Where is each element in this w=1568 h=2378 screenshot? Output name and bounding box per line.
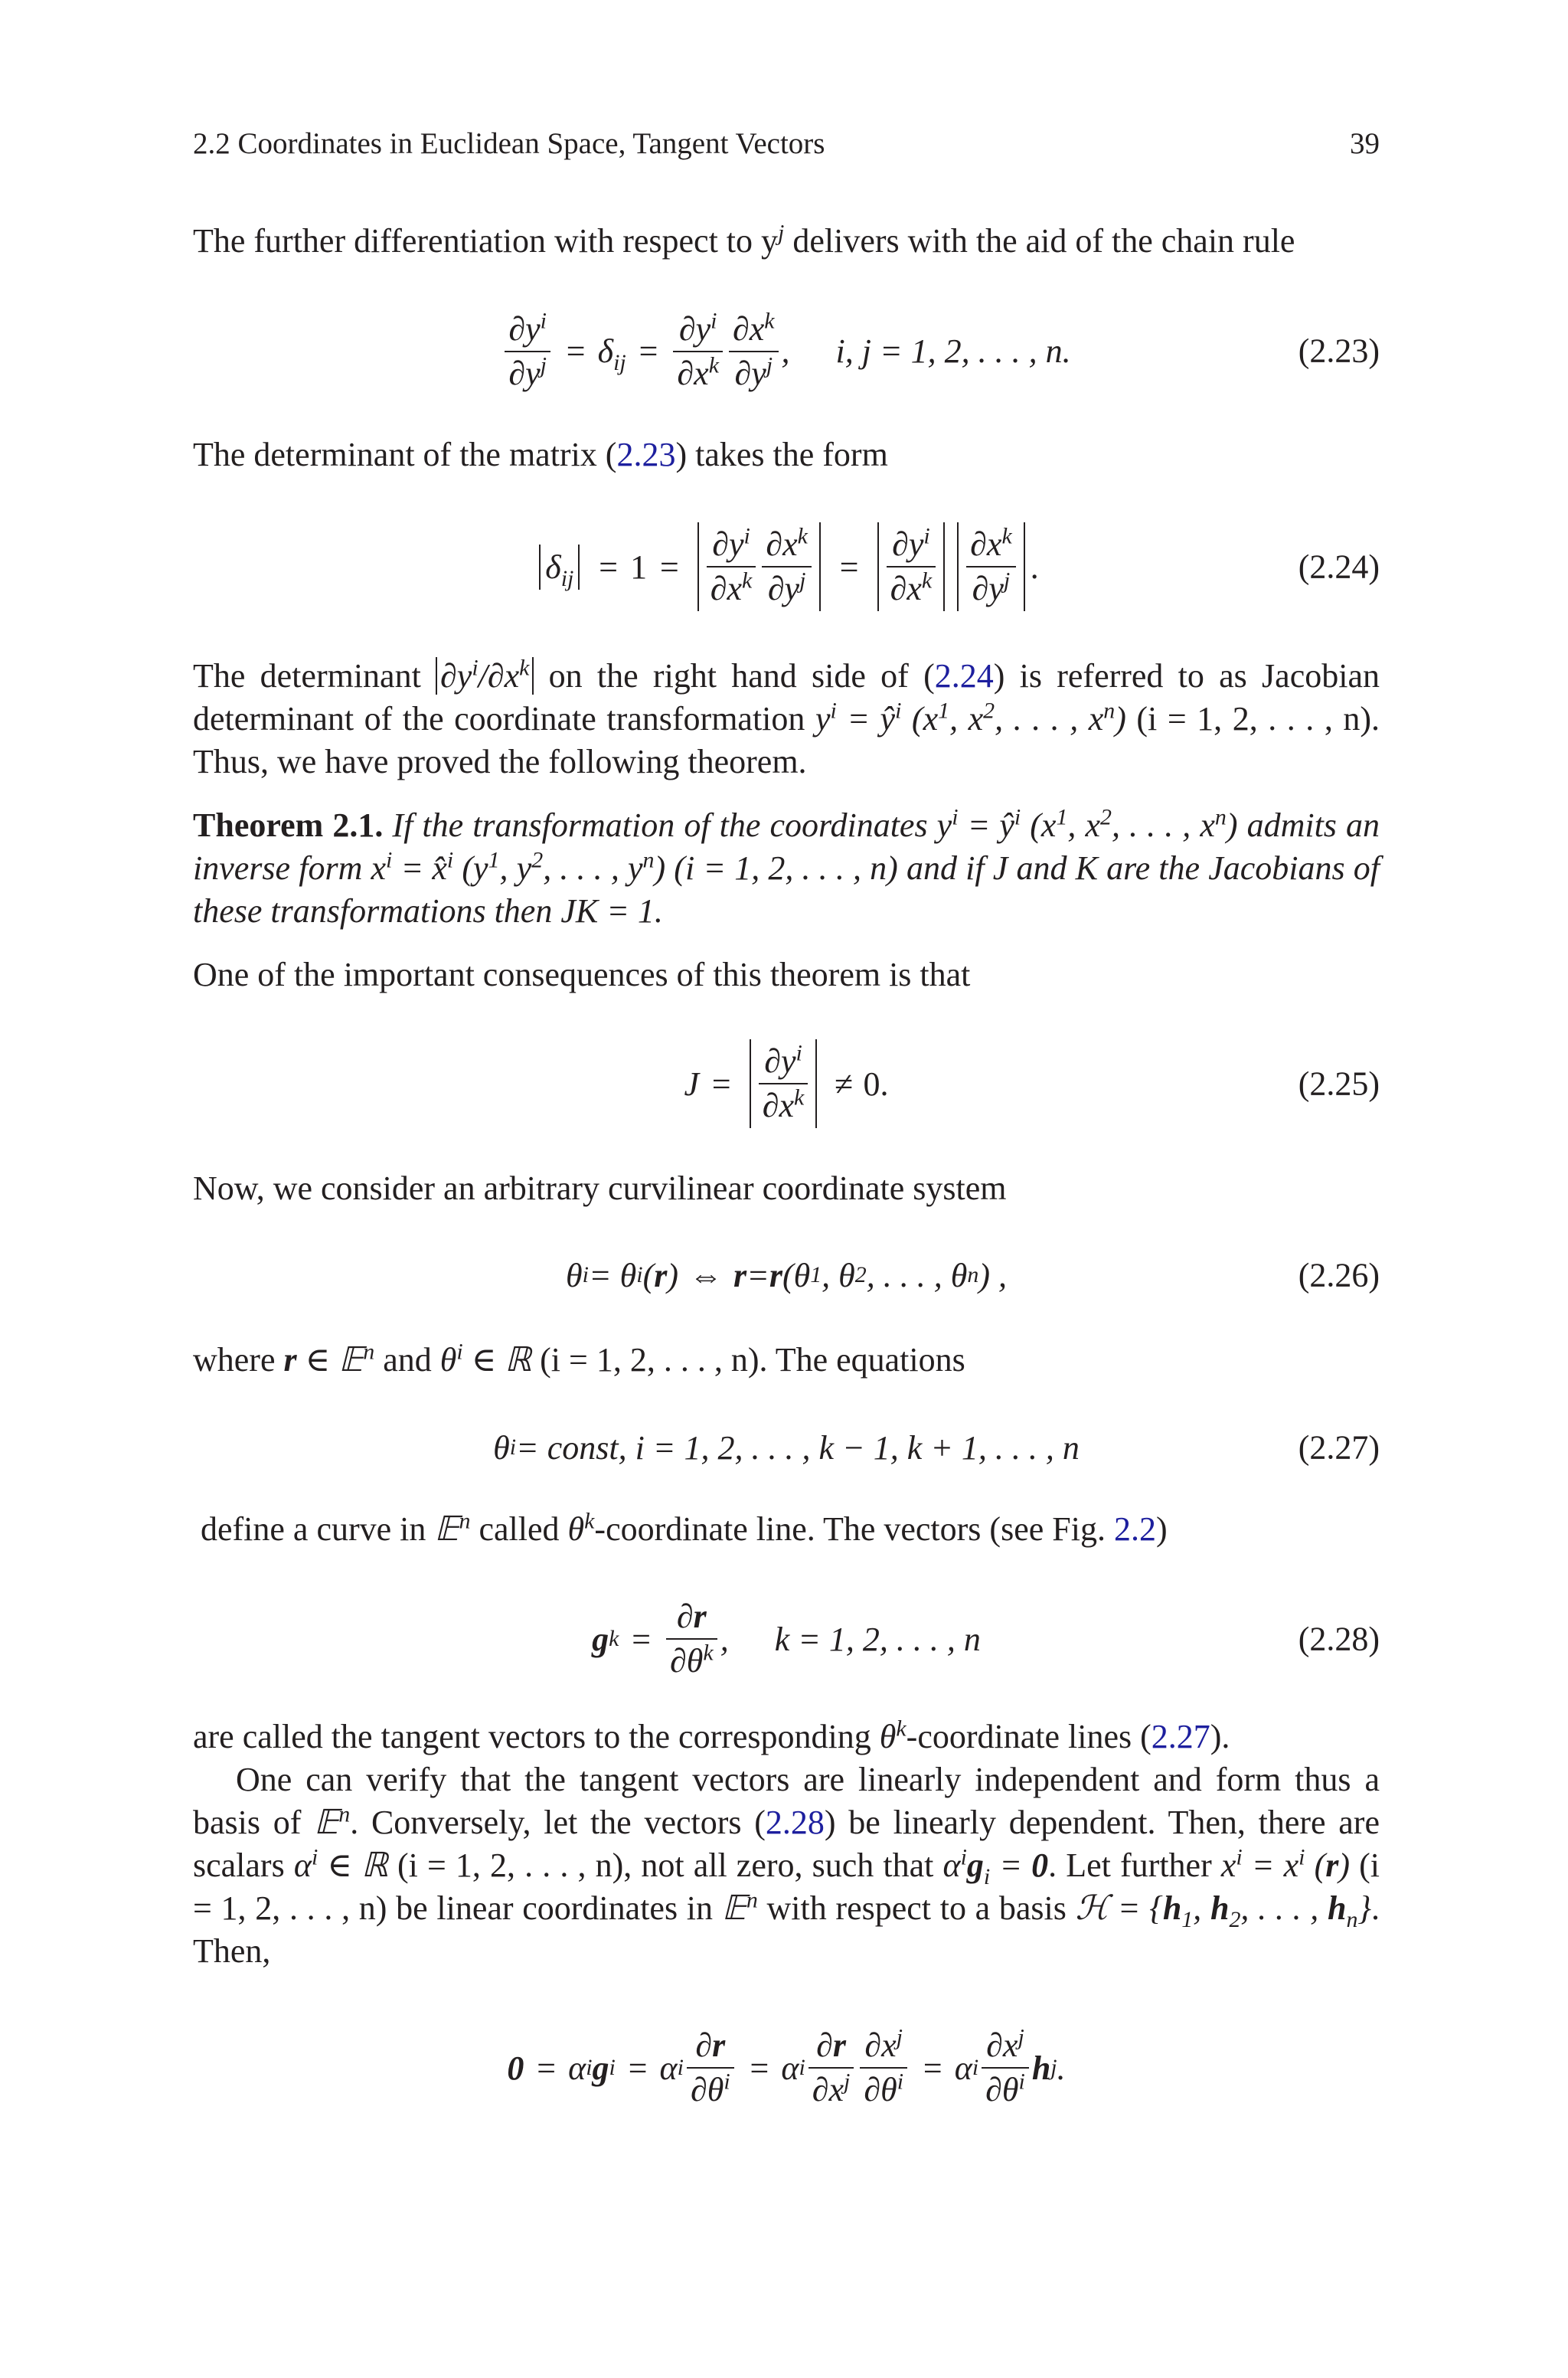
section-title: 2.2 Coordinates in Euclidean Space, Tangent Vectors (193, 127, 825, 160)
equation-2-25: J = $\frac{\partial y^i}{\partial x^k}$ ≠ 0. (2.25) (193, 1030, 1380, 1137)
equation-2-26: θ i = θ i ( r ) ⇔ r = r (θ 1 , θ 2 , . . . , θ n ) , (2.26) (566, 1256, 1380, 1294)
paragraph-determinant: The determinant of the matrix (2.23) takes the form (193, 436, 888, 473)
paragraph-chain-rule: The further differentiation with respect to $y^j$ delivers with the aid of the chain rule (193, 220, 1295, 260)
equation-2-27: θ i = const, i = 1, 2, . . . , k − 1, k + 1, . . . , n (2.27) (493, 1428, 1380, 1467)
equation-link[interactable]: 2.27 (1151, 1718, 1210, 1755)
page-number: 39 (1350, 127, 1380, 160)
paragraph-jacobian: The determinant $\partial y^i/\partial x^k$ on the right hand side of (2.24) is referred to as Jacobian determinant of the coordinate transformation $y^i$ = $ŷ^i$ ($x^1$, $x^2$, . . . , $x^n$) (i = 1, 2, . . . , n). Thus, we have proved the following theorem. (193, 655, 1380, 780)
equation-number: (2.28) (1298, 1620, 1380, 1658)
paragraph-tangent-vectors: are called the tangent vectors to the corresponding $\theta^k$-coordinate lines (2.27). (193, 1716, 1230, 1755)
theorem-label: Theorem 2.1. (193, 806, 384, 844)
theorem-2-1: Theorem 2.1. If the transformation of the coordinates $y^i$ = $ŷ^i$ ($x^1$, $x^2$, . . . , $x^n$) admits an inverse form $x^i$ = x̂$^i$ ($y^1$, $y^2$, . . . , $y^n$) (i = 1, 2, . . . , n) and if J and K are the Jacobians of these transformations then JK = 1. (193, 804, 1380, 930)
equation-link[interactable]: 2.24 (934, 657, 994, 695)
equation-number: (2.24) (1298, 548, 1380, 586)
equation-number: (2.26) (1298, 1256, 1380, 1294)
figure-link[interactable]: 2.2 (1113, 1510, 1156, 1548)
paragraph-consequence: One of the important consequences of this theorem is that (193, 956, 971, 993)
paragraph-where: where r ∈ 𝔼$^n$ and $\theta^i$ ∈ ℝ (i = 1, 2, . . . , n). The equations (193, 1339, 965, 1379)
equation-unnumbered: 0 = α i g i = α i $\frac{\partial r}{\partial\theta^i}$ = α i $\frac{\partial r}{\partial x^j}$ $\frac{\partial x^j}{\partial\theta^i}$ = α i $\frac{\partial x^j}{\partial\theta^i}$ h j . (507, 2024, 1066, 2108)
equation-number: (2.25) (1298, 1065, 1380, 1103)
equation-link[interactable]: 2.23 (616, 436, 676, 473)
paragraph-curvilinear: Now, we consider an arbitrary curvilinear coordinate system (193, 1169, 1007, 1207)
equation-number: (2.27) (1298, 1428, 1380, 1467)
equation-2-24: $\delta_{ij}$ = 1 = $\frac{\partial y^i}{\partial x^k}$ $\frac{\partial x^k}{\partial y^j}$ = $\frac{\partial y^i}{\partial x^k}$ $\frac{\partial x^k}{\partial y^j}$ . (2.24) (193, 513, 1380, 620)
equation-number: (2.23) (1298, 332, 1380, 370)
equation-2-28: g k = $\frac{\partial r}{\partial\theta^k}$ , k = 1, 2, . . . , n (2.28) (592, 1598, 1380, 1680)
equation-link[interactable]: 2.28 (765, 1804, 825, 1841)
equation-2-23: $\frac{\partial y^i}{\partial y^j}$ = $\delta_{ij}$ = $\frac{\partial y^i}{\partial x^k}$ $\frac{\partial x^k}{\partial y^j}$ , i, j = 1, 2, . . . , n. (2.23) (193, 297, 1380, 404)
paragraph-curve: define a curve in 𝔼$^n$ called $\theta^k$-coordinate line. The vectors (see Fig. 2.2) (201, 1508, 1168, 1548)
paragraph-linear-independence: One can verify that the tangent vectors are linearly independent and form thus a basis of 𝔼$^n$. Conversely, let the vectors (2.28) be linearly dependent. Then, there are scalars $\alpha^i$ ∈ ℝ (i = 1, 2, . . . , n), not all zero, such that $\alpha^ig_i = 0$. Let further $x^i = x^i$ (r) (i = 1, 2, . . . , n) be linear coordinates in 𝔼$^n$ with respect to a basis ℋ = {$h_1$, $h_2$, . . . , $h_n$}. Then, (193, 1761, 1380, 1970)
